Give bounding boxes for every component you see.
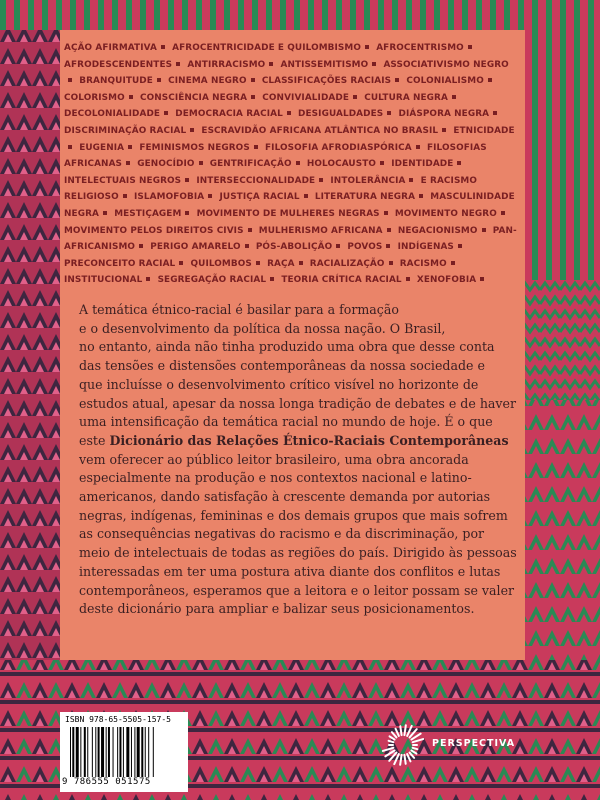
blurb-line: que incluísse o desenvolvimento crítico visível no horizonte de: [79, 376, 479, 392]
term: MULHERISMO AFRICANA: [258, 225, 383, 236]
term: ASSOCIATIVISMO NEGRO: [383, 59, 509, 70]
term-separator: [103, 211, 107, 215]
term-separator: [319, 178, 323, 182]
term-separator: [176, 62, 180, 66]
blurb-line: contemporâneos, esperamos que a leitora e o leitor possam se valer: [79, 582, 515, 598]
term: MESTIÇAGEM: [114, 208, 182, 219]
term: XENOFOBIA: [416, 275, 477, 286]
term: PRECONCEITO RACIAL: [64, 258, 176, 269]
term-separator: [457, 161, 461, 165]
term: POVOS: [347, 242, 383, 253]
term-separator: [299, 261, 303, 265]
term-separator: [179, 261, 183, 265]
term: ANTISSEMITISMO: [280, 59, 369, 70]
term-separator: [384, 211, 388, 215]
term-separator: [387, 228, 391, 232]
term: EUGENIA: [79, 142, 125, 153]
term-separator: [409, 178, 413, 182]
blurb-line: estudos atual, apesar da nossa longa tradição de debates e de haver: [79, 395, 517, 411]
term-separator: [128, 145, 132, 149]
term: DIÁSPORA NEGRA: [398, 109, 490, 120]
term: INDÍGENAS: [397, 242, 454, 253]
term: DISCRIMINAÇÃO RACIAL: [64, 125, 187, 136]
term-separator: [380, 161, 384, 165]
term-separator: [256, 261, 260, 265]
term-separator: [442, 128, 446, 132]
term-separator: [452, 95, 456, 99]
term: GENOCÍDIO: [137, 159, 195, 170]
perspectiva-logo-icon: [380, 722, 426, 768]
blurb-line: meio de intelectuais de todas as regiões do país. Dirigido às pessoas: [79, 545, 517, 561]
term: FEMINISMOS NEGROS: [139, 142, 250, 153]
term: JUSTIÇA RACIAL: [219, 192, 300, 203]
term: IDENTIDADE: [391, 159, 454, 170]
term-separator: [287, 111, 291, 115]
term: MOVIMENTO PELOS DIREITOS CIVIS: [64, 225, 244, 236]
barcode-digits: 9 786555 051575: [62, 777, 151, 787]
blurb-line: deste dicionário para ampliar e balizar seus posicionamentos.: [79, 601, 475, 617]
term-separator: [387, 111, 391, 115]
term-separator: [336, 244, 340, 248]
term-separator: [353, 95, 357, 99]
term-separator: [129, 95, 133, 99]
blurb-line: americanos, dando satisfação à crescente demanda por autorias: [79, 489, 491, 505]
back-cover-blurb: [79, 301, 521, 619]
term-separator: [296, 161, 300, 165]
term: MASCULINIDADE NEGRA: [64, 192, 515, 219]
term-separator: [251, 95, 255, 99]
blurb-line-with-title: [79, 432, 521, 451]
term: ANTIRRACISMO: [187, 59, 266, 70]
term-separator: [126, 161, 130, 165]
term-separator: [157, 78, 161, 82]
term: CONVIVIALIDADE: [262, 92, 350, 103]
term-separator: [488, 78, 492, 82]
term-separator: [482, 228, 486, 232]
term-separator: [68, 145, 72, 149]
term-separator: [245, 244, 249, 248]
term: CULTURA NEGRA: [364, 92, 448, 103]
publisher-name: PERSPECTIVA: [432, 738, 516, 749]
terms-list: [64, 40, 519, 289]
term-separator: [386, 244, 390, 248]
term-separator: [146, 277, 150, 281]
term-separator: [248, 228, 252, 232]
term: ESCRAVIDÃO AFRICANA ATLÂNTICA NO BRASIL: [201, 125, 439, 136]
term: MOVIMENTO NEGRO: [394, 208, 497, 219]
barcode-bars: [70, 727, 182, 777]
term-separator: [458, 244, 462, 248]
term-separator: [254, 145, 258, 149]
term-separator: [270, 277, 274, 281]
blurb-line: vem oferecer ao público leitor brasileiro, uma obra ancorada: [79, 451, 469, 467]
term: DECOLONIALIDADE: [64, 109, 161, 120]
term-separator: [185, 178, 189, 182]
term: AFROCENTRICIDADE E QUILOMBISMO: [172, 43, 361, 53]
term: LITERATURA NEGRA: [314, 192, 416, 203]
term-separator: [208, 194, 212, 198]
term: DEMOCRACIA RACIAL: [175, 109, 283, 120]
term-separator: [372, 62, 376, 66]
term-separator: [416, 145, 420, 149]
term: CLASSIFICAÇÕES RACIAIS: [261, 76, 392, 87]
term: INSTITUCIONAL: [64, 275, 143, 286]
term-separator: [185, 211, 189, 215]
term: RAÇA: [267, 258, 295, 269]
term: PAN-AFRICANISMO: [64, 225, 517, 253]
term: FILOSOFIAS AFRICANAS: [64, 142, 487, 170]
term: RACISMO: [399, 258, 447, 269]
term: TEORIA CRÍTICA RACIAL: [281, 275, 402, 286]
term: DESIGUALDADES: [298, 109, 384, 120]
term-separator: [123, 194, 127, 198]
term: INTOLERÂNCIA: [330, 175, 406, 186]
blurb-line: uma intensificação da temática racial no mundo de hoje. É o que: [79, 414, 493, 430]
term: AFRODESCENDENTES: [64, 59, 173, 70]
term: COLORISMO: [64, 92, 125, 103]
term-separator: [468, 45, 472, 49]
term: CINEMA NEGRO: [168, 76, 247, 87]
term: CONSCIÊNCIA NEGRA: [139, 92, 248, 103]
book-title: Dicionário das Relações Étnico-Raciais Contemporâneas: [109, 432, 509, 448]
blurb-line: A temática étnico-racial é basilar para a formação: [79, 302, 399, 317]
term: SEGREGAÇÃO RACIAL: [157, 275, 267, 286]
term: INTELECTUAIS NEGROS: [64, 175, 182, 186]
term-separator: [161, 45, 165, 49]
term-separator: [501, 211, 505, 215]
blurb-line: das tensões e distensões contemporâneas da nossa sociedade e: [79, 358, 485, 374]
term: INTERSECCIONALIDADE: [196, 175, 316, 186]
term: AÇÃO AFIRMATIVA: [64, 43, 157, 53]
term: BRANQUITUDE: [79, 76, 153, 87]
term-separator: [365, 45, 369, 49]
term-separator: [190, 128, 194, 132]
term-separator: [164, 111, 168, 115]
term-separator: [419, 194, 423, 198]
term-separator: [199, 161, 203, 165]
term: PÓS-ABOLIÇÃO: [255, 242, 333, 253]
term-separator: [493, 111, 497, 115]
blurb-line: no entanto, ainda não tinha produzido uma obra que desse conta: [79, 339, 495, 355]
term: PERIGO AMARELO: [150, 242, 241, 253]
term: GENTRIFICAÇÃO: [209, 159, 292, 170]
term: FILOSOFIA AFRODIASPÓRICA: [265, 142, 412, 153]
term-separator: [269, 62, 273, 66]
term-separator: [68, 78, 72, 82]
isbn-barcode: [60, 712, 188, 792]
blurb-line: as consequências negativas do racismo e da discriminação, por: [79, 526, 485, 542]
blurb-line: interessadas em ter uma postura ativa diante dos conflitos e lutas: [79, 563, 501, 579]
blurb-line: e o desenvolvimento da política da nossa nação. O Brasil,: [79, 320, 446, 336]
term-separator: [451, 261, 455, 265]
term-separator: [406, 277, 410, 281]
term: RACIALIZAÇÃO: [309, 258, 385, 269]
term: NEGACIONISMO: [397, 225, 478, 236]
term: COLONIALISMO: [406, 76, 484, 87]
term-separator: [389, 261, 393, 265]
term: HOLOCAUSTO: [306, 159, 377, 170]
term: E RACISMO RELIGIOSO: [64, 175, 478, 203]
term: ISLAMOFOBIA: [134, 192, 205, 203]
term: ETNICIDADE: [453, 125, 515, 136]
term: MOVIMENTO DE MULHERES NEGRAS: [196, 208, 380, 219]
blurb-line: especialmente na produção e nos contextos nacional e latino-: [79, 470, 472, 486]
term: AFROCENTRISMO: [376, 43, 464, 53]
isbn-label: ISBN 978-65-5505-157-5: [65, 715, 171, 724]
term: QUILOMBOS: [190, 258, 252, 269]
term-separator: [480, 277, 484, 281]
term-separator: [139, 244, 143, 248]
blurb-line: este: [79, 432, 106, 448]
term-separator: [304, 194, 308, 198]
term-separator: [251, 78, 255, 82]
blurb-line: negras, indígenas, femininas e dos demais grupos que mais sofrem: [79, 507, 508, 523]
term-separator: [395, 78, 399, 82]
